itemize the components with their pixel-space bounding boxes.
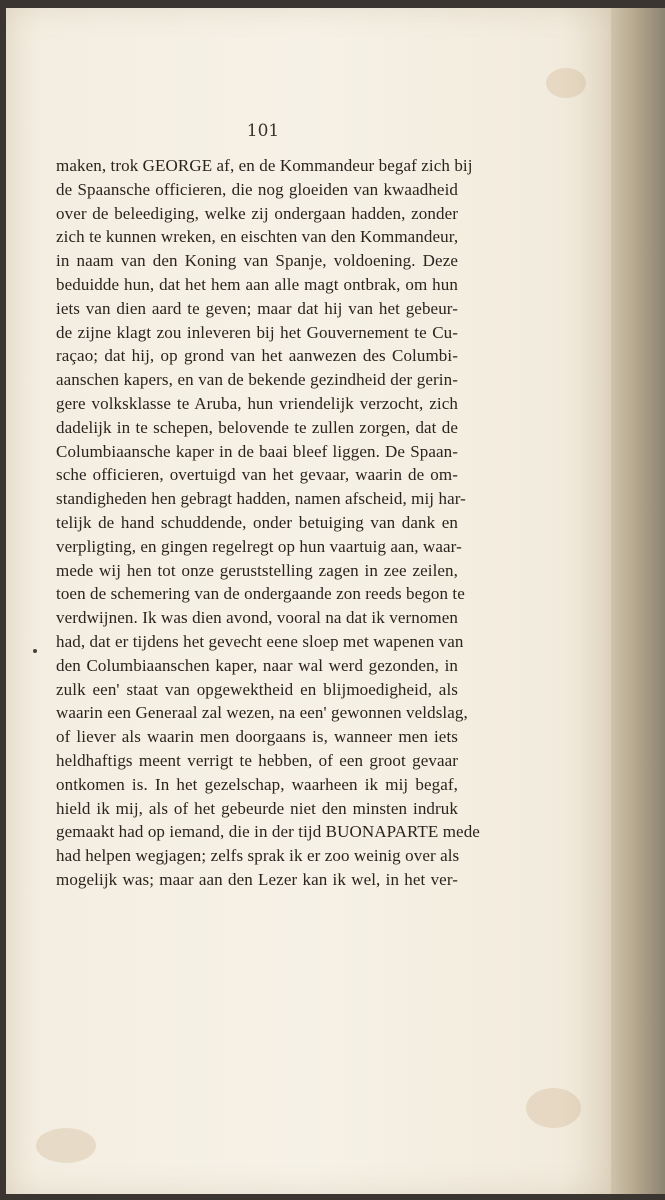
text-line: Columbiaansche kaper in de baai bleef liggen. De Spaan- [56,441,458,461]
margin-mark [33,649,37,653]
text-line: hield ik mij, als of het gebeurde niet den minsten indruk [56,798,458,818]
foxing-spot [546,68,586,98]
text-line: verpligting, en gingen regelregt op hun vaartuig aan, waar- [56,536,462,556]
text-line: den Columbiaanschen kaper, naar wal werd gezonden, in [56,655,458,675]
text-line: mede wij hen tot onze geruststelling zagen in zee zeilen, [56,560,458,580]
text-line: iets van dien aard te geven; maar dat hij van het gebeur- [56,298,458,318]
page-number: 101 [246,121,280,141]
text-line: over de beleediging, welke zij ondergaan hadden, zonder [56,203,458,223]
text-line: verdwijnen. Ik was dien avond, vooral na dat ik vernomen [56,608,458,628]
text-line: beduidde hun, dat het hem aan alle magt ontbrak, om hun [56,274,458,294]
text-line: standigheden hen gebragt hadden, namen afscheid, mij har- [56,489,466,509]
text-line: had, dat er tijdens het gevecht eene sloep met wapenen van [56,631,464,651]
text-line: de Spaansche officieren, die nog gloeiden van kwaadheid [56,179,458,199]
text-line: had helpen wegjagen; zelfs sprak ik er zoo weinig over als [56,846,460,866]
text-line: de zijne klagt zou inleveren bij het Gouvernement te Cu- [56,322,458,342]
text-line: in naam van den Koning van Spanje, voldoening. Deze [56,251,458,271]
text-line: aanschen kapers, en van de bekende gezindheid der gerin- [56,370,458,390]
text-line: dadelijk in te schepen, belovende te zullen zorgen, dat de [56,417,458,437]
foxing-spot [36,1128,96,1163]
text-line: sche officieren, overtuigd van het gevaar, waarin de om- [56,465,458,485]
text-line: waarin een Generaal zal wezen, na een' gewonnen veldslag, [56,703,468,723]
foxing-spot [526,1088,581,1128]
page-edge-shadow [611,8,665,1194]
text-line: toen de schemering van de ondergaande zon reeds begon te [56,584,465,604]
text-line: of liever als waarin men doorgaans is, wanneer men iets [56,727,458,747]
text-line: gere volksklasse te Aruba, hun vriendelijk verzocht, zich [56,393,458,413]
text-line: mogelijk was; maar aan den Lezer kan ik wel, in het ver- [56,869,458,889]
text-line: maken, trok GEORGE af, en de Kommandeur begaf zich bij [56,156,473,175]
body-text [56,154,480,892]
text-line: zich te kunnen wreken, en eischten van den Kommandeur, [56,227,459,247]
text-line: telijk de hand schuddende, onder betuiging van dank en [56,512,458,532]
text-line: zulk een' staat van opgewektheid en blijmoedigheid, als [56,679,458,699]
text-line: gemaakt had op iemand, die in der tijd BUONAPARTE mede [56,822,480,842]
text-line: raçao; dat hij, op grond van het aanwezen des Columbi- [56,346,458,366]
text-line: ontkomen is. In het gezelschap, waarheen ik mij begaf, [56,774,458,794]
text-line: heldhaftigs meent verrigt te hebben, of een groot gevaar [56,750,458,770]
